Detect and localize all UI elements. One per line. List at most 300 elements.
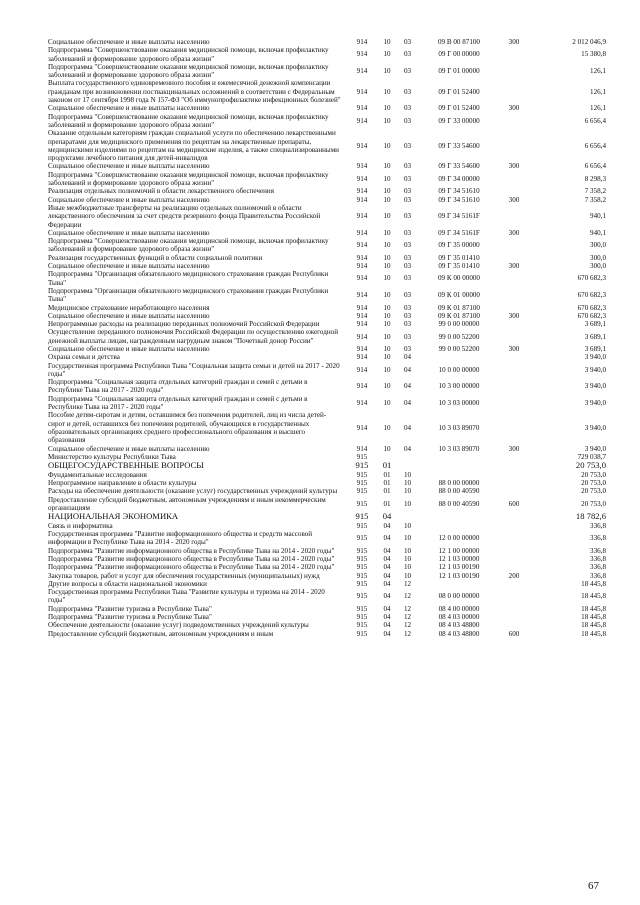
- row-target-article: 09 Г 34 51610: [438, 187, 480, 196]
- row-subsection-code: 03: [403, 311, 412, 320]
- row-section-code: 10: [383, 174, 391, 183]
- row-subsection-code: 03: [403, 174, 412, 183]
- row-department-code: 914: [356, 444, 368, 453]
- row-name: Подпрограмма "Совершенствование оказания медицинской помощи, включая профилактику заболеваний и формирование здорового образа жизни": [48, 170, 329, 188]
- table-row: [48, 304, 606, 312]
- row-name: Подпрограмма "Организация обязательного медицинского страхования граждан Республики Тыва": [48, 286, 329, 304]
- table-row: [48, 345, 606, 353]
- row-name: Реализация государственных функций в области социальной политики: [48, 253, 263, 262]
- row-name: Подпрограмма "Совершенствование оказания медицинской помощи, включая профилактику заболеваний и формирование здорового образа жизни": [48, 46, 329, 63]
- row-amount: 940,1: [590, 228, 606, 237]
- row-subsection-code: 03: [403, 274, 412, 283]
- row-subsection-code: 12: [403, 629, 412, 638]
- row-amount: 6 656,4: [584, 116, 606, 125]
- row-subsection-code: 03: [403, 228, 412, 237]
- row-amount: 670 682,3: [577, 291, 606, 300]
- row-amount: 336,8: [590, 546, 606, 555]
- row-amount: 18 445,8: [581, 579, 606, 588]
- row-amount: 15 380,8: [581, 50, 606, 59]
- row-name: Социальное обеспечение и иные выплаты населению: [48, 162, 210, 171]
- row-expense-type: 300: [508, 262, 520, 271]
- row-section-code: 10: [383, 274, 391, 283]
- table-row: [48, 395, 606, 412]
- table-row: [48, 320, 606, 328]
- row-department-code: 915: [356, 629, 368, 638]
- row-target-article: 12 1 03 00000: [438, 555, 480, 563]
- row-department-code: 914: [356, 104, 368, 113]
- row-subsection-code: 04: [403, 444, 412, 453]
- row-section-code: 10: [383, 382, 391, 391]
- table-row: [48, 229, 606, 237]
- row-section-code: 10: [383, 187, 391, 196]
- row-section-code: 10: [383, 67, 391, 76]
- row-section-code: 10: [383, 365, 391, 374]
- row-department-code: 914: [356, 291, 368, 300]
- row-target-article: 10 3 03 89070: [438, 444, 480, 453]
- row-department-code: 914: [356, 116, 368, 125]
- table-row: [48, 262, 606, 270]
- row-amount: 3 940,0: [584, 365, 606, 374]
- row-target-article: 99 0 00 00000: [438, 320, 480, 329]
- row-target-article: 09 Г 33 00000: [438, 116, 480, 125]
- row-subsection-code: 12: [403, 579, 412, 588]
- row-section-code: 01: [383, 487, 391, 496]
- row-amount: 300,0: [590, 262, 606, 271]
- row-name: Другие вопросы в области национальной экономики: [48, 579, 207, 588]
- row-section-code: 04: [383, 592, 391, 601]
- row-target-article: 09 Г 00 00000: [438, 50, 480, 59]
- row-expense-type: 300: [508, 228, 520, 237]
- row-target-article: 09 К 01 00000: [438, 291, 480, 300]
- row-department-code: 914: [356, 195, 368, 204]
- row-section-code: 10: [383, 398, 391, 407]
- row-target-article: 10 0 00 00000: [438, 365, 480, 374]
- row-name: Непрограммное направление в области культуры: [48, 479, 197, 488]
- row-section-code: 01: [383, 499, 391, 508]
- table-row: [48, 254, 606, 262]
- row-target-article: 08 4 03 00000: [438, 613, 480, 622]
- row-expense-type: 200: [508, 571, 520, 580]
- table-row: [48, 580, 606, 588]
- row-amount: 18 445,8: [581, 604, 606, 613]
- row-subsection-code: 10: [403, 521, 412, 530]
- row-section-code: 04: [383, 604, 391, 613]
- row-name: Предоставление субсидий бюджетным, автономным учреждениям и иным некоммерческим организациям: [48, 495, 326, 512]
- row-amount: 8 298,3: [584, 174, 606, 183]
- row-department-code: 915: [356, 546, 368, 555]
- row-amount: 940,1: [590, 212, 606, 221]
- row-section-code: 04: [383, 621, 391, 630]
- row-department-code: 914: [356, 174, 368, 183]
- row-target-article: 09 Г 01 52400: [438, 87, 480, 96]
- table-row: [48, 530, 606, 547]
- row-name: Фундаментальные исследования: [48, 470, 147, 479]
- row-name: Подпрограмма "Совершенствование оказания медицинской помощи, включая профилактику заболеваний и формирование здорового образа жизни": [48, 237, 329, 254]
- row-name: Социальное обеспечение и иные выплаты населению: [48, 344, 210, 353]
- row-amount: 670 682,3: [577, 303, 606, 312]
- row-name: Подпрограмма "Развитие туризма в Республике Тыва": [48, 604, 212, 613]
- row-amount: 3 940,0: [584, 382, 606, 391]
- row-target-article: 09 Г 01 52400: [438, 104, 480, 113]
- row-subsection-code: 10: [403, 534, 412, 543]
- row-target-article: 09 Г 01 00000: [438, 67, 480, 76]
- table-row: [48, 522, 606, 530]
- row-department-code: 914: [356, 303, 368, 312]
- row-name: Социальное обеспечение и иные выплаты населению: [48, 228, 210, 237]
- table-row: [48, 605, 606, 613]
- row-target-article: 88 0 00 40590: [438, 499, 480, 508]
- row-department-code: 914: [356, 67, 368, 76]
- row-target-article: 09 Г 34 51610: [438, 195, 480, 204]
- table-row: [48, 588, 606, 605]
- row-name: НАЦИОНАЛЬНАЯ ЭКОНОМИКА: [48, 511, 179, 522]
- row-department-code: 914: [356, 228, 368, 237]
- row-subsection-code: 12: [403, 592, 412, 601]
- row-section-code: 10: [383, 104, 391, 113]
- row-section-code: 10: [383, 353, 391, 362]
- table-row: [48, 479, 606, 487]
- row-target-article: 09 Г 34 5161F: [438, 212, 480, 221]
- table-row: [48, 38, 606, 46]
- row-department-code: 914: [356, 423, 368, 432]
- row-department-code: 914: [356, 241, 368, 250]
- row-section-code: 10: [383, 38, 391, 46]
- row-subsection-code: 03: [403, 104, 412, 113]
- row-target-article: 88 0 00 40590: [438, 487, 480, 496]
- row-target-article: 99 0 00 52200: [438, 332, 480, 341]
- row-department-code: 915: [356, 613, 368, 622]
- row-department-code: 914: [356, 382, 368, 391]
- row-target-article: 09 Г 33 54600: [438, 162, 480, 171]
- row-name: Социальное обеспечение и иные выплаты населению: [48, 104, 210, 113]
- row-department-code: 915: [356, 452, 368, 461]
- row-department-code: 915: [356, 534, 368, 543]
- row-section-code: 04: [383, 534, 391, 543]
- row-section-code: 10: [383, 50, 391, 59]
- row-target-article: 09 К 01 87100: [438, 303, 480, 312]
- row-name: Подпрограмма "Совершенствование оказания медицинской помощи, включая профилактику заболеваний и формирование здорового образа жизни": [48, 62, 329, 80]
- row-section-code: 10: [383, 116, 391, 125]
- row-amount: 20 753,0: [581, 479, 606, 488]
- row-department-code: 914: [356, 162, 368, 171]
- row-amount: 3 689,1: [584, 332, 606, 341]
- row-amount: 7 358,2: [584, 195, 606, 204]
- row-name: Выплата государственного единовременного пособия и ежемесячной денежной компенсации гражданам при возникновении поствакцинальных осложнений в соответствии с Федеральным законом от 17 сентября 1998 года N 157-ФЗ "Об иммунопрофилактике инфекционных болезней": [48, 79, 341, 105]
- row-section-code: 10: [383, 228, 391, 237]
- table-row: [48, 496, 606, 513]
- row-name: Социальное обеспечение и иные выплаты населению: [48, 311, 210, 320]
- row-subsection-code: 03: [403, 38, 412, 46]
- row-section-code: 04: [383, 613, 391, 622]
- row-amount: 336,8: [590, 563, 606, 572]
- row-section-code: 01: [383, 470, 391, 479]
- row-amount: 3 940,0: [584, 398, 606, 407]
- table-row: [48, 487, 606, 495]
- row-target-article: 08 0 00 00000: [438, 592, 480, 601]
- row-subsection-code: 03: [403, 332, 412, 341]
- row-target-article: 09 Г 35 01410: [438, 253, 480, 262]
- row-amount: 18 445,8: [581, 621, 606, 630]
- row-target-article: 10 3 03 00000: [438, 398, 480, 407]
- row-target-article: 09 Г 34 00000: [438, 174, 480, 183]
- row-expense-type: 600: [508, 499, 520, 508]
- row-amount: 3 940,0: [584, 423, 606, 432]
- row-subsection-code: 10: [403, 571, 412, 580]
- row-subsection-code: 03: [403, 87, 412, 96]
- row-department-code: 915: [355, 511, 369, 522]
- row-section-code: 04: [383, 546, 391, 555]
- row-section-code: 10: [383, 303, 391, 312]
- table-row: [48, 378, 606, 395]
- row-name: Государственная программа Республики Тыва "Развитие культуры и туризма на 2014 - 2020 годы": [48, 588, 325, 605]
- row-name: Государственная программа Республики Тыва "Социальная защита семьи и детей на 2017 - 2020 годы": [48, 361, 340, 378]
- row-section-code: 10: [383, 444, 391, 453]
- row-name: Подпрограмма "Социальная защита отдельных категорий граждан и семей с детьми в Республике Тыва на 2017 - 2020 годы": [48, 378, 308, 395]
- row-subsection-code: 04: [403, 353, 412, 362]
- table-row: [48, 171, 606, 188]
- row-subsection-code: 03: [403, 212, 412, 221]
- row-department-code: 915: [356, 571, 368, 580]
- table-row: [48, 237, 606, 254]
- row-amount: 20 753,0: [581, 487, 606, 496]
- table-row: [48, 328, 606, 345]
- row-name: Социальное обеспечение и иные выплаты населению: [48, 262, 210, 271]
- row-subsection-code: 03: [403, 241, 412, 250]
- row-amount: 18 445,8: [581, 629, 606, 638]
- row-name: Подпрограмма "Развитие информационного общества в Республике Тыва на 2014 - 2020 годы": [48, 555, 335, 563]
- row-amount: 3 940,0: [584, 353, 606, 362]
- row-subsection-code: 03: [403, 291, 412, 300]
- table-row: [48, 572, 606, 580]
- row-section-code: 10: [383, 344, 391, 353]
- row-department-code: 915: [356, 521, 368, 530]
- row-name: ОБЩЕГОСУДАРСТВЕННЫЕ ВОПРОСЫ: [48, 460, 204, 471]
- row-department-code: 915: [356, 621, 368, 630]
- row-expense-type: 300: [508, 344, 520, 353]
- row-target-article: 12 1 03 00190: [438, 571, 480, 580]
- row-name: Подпрограмма "Развитие информационного общества в Республике Тыва на 2014 - 2020 годы": [48, 546, 335, 555]
- row-subsection-code: 03: [403, 320, 412, 329]
- row-target-article: 99 0 00 52200: [438, 344, 480, 353]
- row-name: Связь и информатика: [48, 521, 113, 530]
- table-row: [48, 353, 606, 361]
- row-section-code: 10: [383, 320, 391, 329]
- row-section-code: 10: [383, 423, 391, 432]
- row-section-code: 04: [382, 511, 392, 522]
- row-target-article: 10 3 03 89070: [438, 423, 480, 432]
- row-department-code: 914: [356, 212, 368, 221]
- row-expense-type: 600: [508, 629, 520, 638]
- row-expense-type: 300: [508, 104, 520, 113]
- row-amount: 729 038,7: [577, 452, 606, 461]
- row-amount: 126,1: [590, 104, 606, 113]
- table-row: [48, 547, 606, 555]
- row-department-code: 915: [356, 604, 368, 613]
- row-amount: 18 782,6: [575, 511, 606, 522]
- row-section-code: 10: [383, 212, 391, 221]
- row-name: Подпрограмма "Развитие информационного общества в Республике Тыва на 2014 - 2020 годы": [48, 563, 335, 572]
- row-subsection-code: 03: [403, 116, 412, 125]
- row-amount: 3 940,0: [584, 444, 606, 453]
- table-row: [48, 471, 606, 479]
- budget-table: [48, 38, 606, 638]
- row-expense-type: 300: [508, 444, 520, 453]
- row-department-code: 915: [355, 460, 369, 471]
- row-section-code: 10: [383, 141, 391, 150]
- row-target-article: 09 К 01 87100: [438, 311, 480, 320]
- row-target-article: 08 4 03 48800: [438, 621, 480, 630]
- row-section-code: 04: [383, 571, 391, 580]
- row-subsection-code: 12: [403, 613, 412, 622]
- row-amount: 6 656,4: [584, 141, 606, 150]
- row-subsection-code: 03: [403, 344, 412, 353]
- row-department-code: 914: [356, 87, 368, 96]
- table-row: [48, 461, 606, 471]
- row-subsection-code: 10: [403, 555, 412, 563]
- row-department-code: 914: [356, 50, 368, 59]
- row-section-code: 04: [383, 555, 391, 563]
- row-amount: 300,0: [590, 241, 606, 250]
- row-target-article: 12 0 00 00000: [438, 534, 480, 543]
- row-department-code: 915: [356, 470, 368, 479]
- row-target-article: 12 1 03 00190: [438, 563, 480, 572]
- row-amount: 20 753,0: [581, 499, 606, 508]
- row-name: Реализация отдельных полномочий в области лекарственного обеспечения: [48, 187, 274, 196]
- table-row: [48, 613, 606, 621]
- row-amount: 126,1: [590, 67, 606, 76]
- row-section-code: 10: [383, 291, 391, 300]
- row-target-article: 09 Г 35 00000: [438, 241, 480, 250]
- row-expense-type: 300: [508, 162, 520, 171]
- row-department-code: 915: [356, 479, 368, 488]
- table-row: [48, 196, 606, 204]
- row-subsection-code: 04: [403, 423, 412, 432]
- row-section-code: 01: [382, 460, 392, 471]
- table-row: [48, 187, 606, 195]
- row-amount: 670 682,3: [577, 311, 606, 320]
- row-name: Социальное обеспечение и иные выплаты населению: [48, 444, 210, 453]
- row-subsection-code: 10: [403, 546, 412, 555]
- row-department-code: 914: [356, 344, 368, 353]
- row-department-code: 914: [356, 253, 368, 262]
- row-amount: 7 358,2: [584, 187, 606, 196]
- row-amount: 6 656,4: [584, 162, 606, 171]
- table-row: [48, 104, 606, 112]
- row-amount: 300,0: [590, 253, 606, 262]
- row-target-article: 88 0 00 00000: [438, 479, 480, 488]
- row-department-code: 915: [356, 555, 368, 563]
- page-number: 67: [588, 880, 599, 892]
- row-department-code: 915: [356, 563, 368, 572]
- row-amount: 670 682,3: [577, 274, 606, 283]
- row-amount: 336,8: [590, 521, 606, 530]
- row-subsection-code: 12: [403, 621, 412, 630]
- row-department-code: 915: [356, 499, 368, 508]
- row-name: Подпрограмма "Организация обязательного медицинского страхования граждан Республики Тыва": [48, 270, 329, 287]
- table-row: [48, 411, 606, 444]
- row-amount: 336,8: [590, 555, 606, 563]
- row-section-code: 04: [383, 629, 391, 638]
- row-department-code: 914: [356, 141, 368, 150]
- table-row: [48, 630, 606, 638]
- row-target-article: 09 Г 34 5161F: [438, 228, 480, 237]
- table-row: [48, 79, 606, 104]
- row-department-code: 914: [356, 332, 368, 341]
- row-subsection-code: 03: [403, 262, 412, 271]
- row-department-code: 914: [356, 187, 368, 196]
- row-target-article: 09 Г 33 54600: [438, 141, 480, 150]
- row-name: Расходы на обеспечение деятельности (оказание услуг) государственных учреждений культуры: [48, 487, 338, 496]
- row-name: Социальное обеспечение и иные выплаты населению: [48, 195, 210, 204]
- row-subsection-code: 04: [403, 365, 412, 374]
- row-section-code: 04: [383, 563, 391, 572]
- row-section-code: 10: [383, 262, 391, 271]
- row-amount: 3 689,1: [584, 320, 606, 329]
- row-section-code: 10: [383, 241, 391, 250]
- table-row: [48, 113, 606, 130]
- table-row: [48, 63, 606, 80]
- row-amount: 336,8: [590, 534, 606, 543]
- row-subsection-code: 12: [403, 604, 412, 613]
- row-section-code: 10: [383, 87, 391, 96]
- row-subsection-code: 03: [403, 195, 412, 204]
- row-expense-type: 300: [508, 195, 520, 204]
- table-row: [48, 129, 606, 162]
- row-name: Государственная программа "Развитие информационного общества и средств массовой информации в Республике Тыва на 2014 - 2020 годы": [48, 530, 313, 547]
- row-target-article: 09 Г 35 01410: [438, 262, 480, 271]
- row-subsection-code: 03: [403, 303, 412, 312]
- row-amount: 2 012 046,9: [572, 38, 606, 46]
- row-name: Подпрограмма "Совершенствование оказания медицинской помощи, включая профилактику заболеваний и формирование здорового образа жизни": [48, 112, 329, 129]
- row-department-code: 914: [356, 320, 368, 329]
- row-department-code: 915: [356, 579, 368, 588]
- row-name: Подпрограмма "Развитие туризма в Республике Тыва": [48, 613, 212, 622]
- row-subsection-code: 03: [403, 50, 412, 59]
- table-row: [48, 445, 606, 453]
- row-section-code: 10: [383, 332, 391, 341]
- row-amount: 18 445,8: [581, 613, 606, 622]
- row-amount: 20 753,0: [581, 470, 606, 479]
- row-subsection-code: 03: [403, 67, 412, 76]
- row-target-article: 12 1 00 00000: [438, 546, 480, 555]
- row-subsection-code: 10: [403, 499, 412, 508]
- row-name: Оказание отдельным категориям граждан социальной услуги по обеспечению лекарственными препаратами для медицинского применения по рецептам на лекарственные препараты, медицинскими изделиями по рецептам на медицинские изделия, а также специализированными продуктами лечебного питания для детей-инвалидов: [48, 129, 339, 163]
- row-section-code: 01: [383, 479, 391, 488]
- row-name: Осуществление переданного полномочия Российской Федерации по осуществлению ежегодной денежной выплаты лицам, награжденным нагрудным знаком "Почетный донор России": [48, 328, 338, 345]
- row-subsection-code: 04: [403, 398, 412, 407]
- row-name: Закупка товаров, работ и услуг для обеспечения государственных (муниципальных) нужд: [48, 571, 320, 580]
- row-amount: 20 753,0: [575, 460, 606, 471]
- table-row: [48, 621, 606, 629]
- row-department-code: 914: [356, 38, 368, 46]
- row-name: Социальное обеспечение и иные выплаты населению: [48, 38, 210, 46]
- row-section-code: 10: [383, 311, 391, 320]
- row-target-article: 09 В 00 87100: [438, 38, 480, 46]
- row-department-code: 914: [356, 365, 368, 374]
- row-section-code: 04: [383, 521, 391, 530]
- row-target-article: 09 К 00 00000: [438, 274, 480, 283]
- row-name: Охрана семьи и детства: [48, 353, 120, 362]
- row-section-code: 10: [383, 253, 391, 262]
- row-department-code: 914: [356, 398, 368, 407]
- row-department-code: 915: [356, 487, 368, 496]
- row-department-code: 914: [356, 274, 368, 283]
- table-row: [48, 204, 606, 229]
- row-subsection-code: 03: [403, 253, 412, 262]
- table-row: [48, 312, 606, 320]
- row-name: Непрограммные расходы на реализацию переданных полномочий Российской Федерации: [48, 320, 320, 329]
- row-subsection-code: 10: [403, 487, 412, 496]
